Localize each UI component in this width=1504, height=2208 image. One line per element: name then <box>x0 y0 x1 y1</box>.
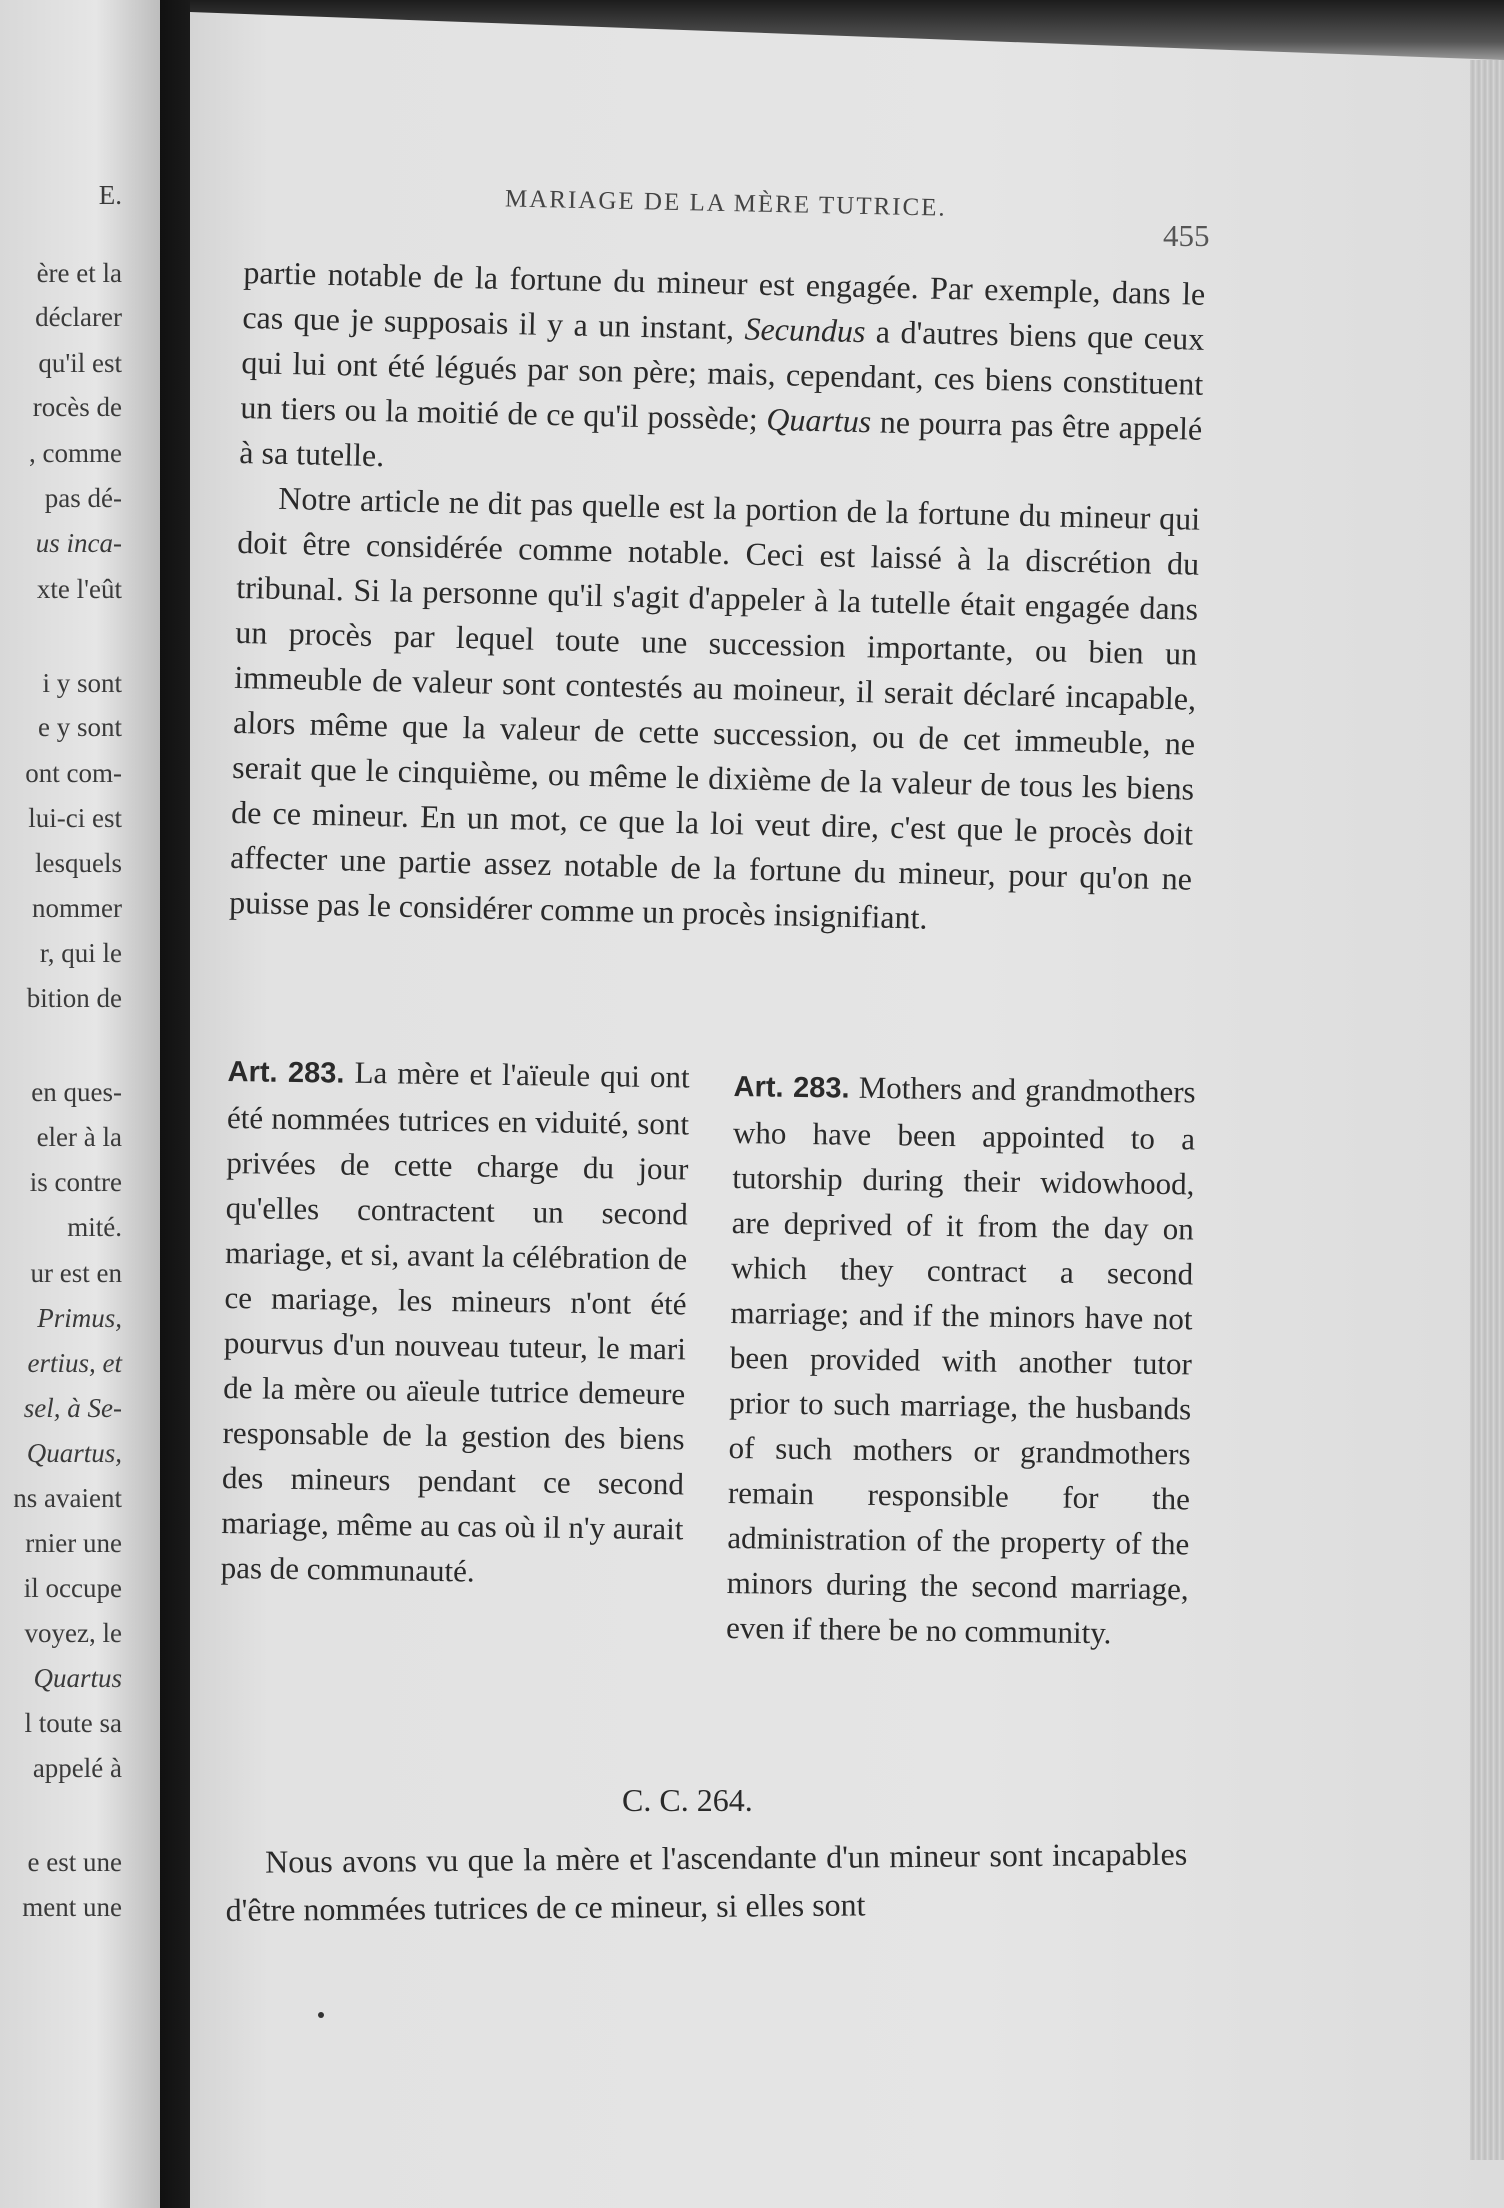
left-page-fragment: r, qui le <box>39 938 122 968</box>
left-page-fragment: lui-ci est <box>28 803 122 833</box>
left-page-fragment: déclarer <box>35 302 122 332</box>
left-page-fragment: us inca- <box>35 528 122 558</box>
left-page-fragment: i y sont <box>42 668 122 698</box>
article-french <box>220 1048 690 1596</box>
left-page-fragment: en ques- <box>31 1077 122 1107</box>
left-page-fragment: is contre <box>29 1167 122 1197</box>
left-page-fragment: nommer <box>32 893 122 923</box>
left-page-fragment: eler à la <box>36 1122 122 1152</box>
left-page-fragment: E. <box>98 180 122 210</box>
left-page-fragment: xte l'eût <box>36 574 122 604</box>
left-page-fragment: appelé à <box>32 1753 122 1783</box>
left-page-fragment: Quartus, <box>26 1438 122 1468</box>
article-french-text: La mère et l'aïeule qui ont été nommées tutrices en viduité, sont privées de cette charge du jour qu'elles contractent un second mariage, et si, avant la célébration de ce mariage, les mineurs n'ont été pourvus d'un nouveau tuteur, le mari de la mère ou aïeule tutrice demeure responsable de la gestion des biens des mineurs pendant ce second mariage, même au cas où il n'y aurait pas de communauté. <box>220 1054 690 1589</box>
paragraph-1-part-b: a d'autres biens que ceux qui lui ont été légués par son père; mais, cependant, ces biens constituent un tiers ou la moitié de ce qu'il possède; <box>240 313 1205 437</box>
left-page-fragment: Primus, <box>37 1303 122 1333</box>
left-page-fragment: voyez, le <box>24 1618 122 1648</box>
page-number: 455 <box>1163 218 1210 253</box>
paragraph-1-part-c: ne pourra pas être appelé à sa tutelle. <box>239 403 1203 474</box>
left-page-fragment: l toute sa <box>24 1708 122 1738</box>
article-french-label: Art. 283. <box>227 1055 345 1090</box>
book-gutter <box>160 0 190 2208</box>
body-text <box>229 250 1206 947</box>
left-page-fragment: mité. <box>67 1212 122 1242</box>
left-page-fragment: ur est en <box>30 1258 122 1288</box>
secundus-name: Secundus <box>744 310 866 350</box>
paragraph-1 <box>239 250 1206 497</box>
left-page-fragment: pas dé- <box>44 483 122 513</box>
article-english-text: Mothers and grandmothers who have been appointed to a tutorship during their widowhood, are deprived of it from the day on which they contract a second marriage; and if the minors have not been provided with another tutor prior to such marriage, the husbands of such mothers or grandmothers remain responsible for the administration of the property of the minors during the second marriage, even if there be no community. <box>725 1069 1196 1651</box>
left-page-fragment: e y sont <box>38 712 122 742</box>
left-page-fragment: rnier une <box>25 1528 122 1558</box>
left-page-fragment: e est une <box>27 1847 122 1877</box>
left-page-fragment: ère et la <box>36 258 122 288</box>
running-head: MARIAGE DE LA MÈRE TUTRICE. <box>504 185 947 222</box>
left-page-fragment: ns avaient <box>13 1483 122 1513</box>
left-page-fragment: ment une <box>22 1892 122 1922</box>
left-page <box>0 0 160 2208</box>
left-page-fragment: ertius, et <box>27 1348 122 1378</box>
left-page-fragment: bition de <box>26 983 122 1013</box>
left-page-fragment: il occupe <box>23 1573 122 1603</box>
closing-paragraph: Nous avons vu que la mère et l'ascendante d'un mineur sont incapables d'être nommées tutrices de ce mineur, si elles sont <box>225 1835 1188 1928</box>
civil-code-reference: C. C. 264. <box>622 1782 753 1818</box>
left-page-fragment: qu'il est <box>38 348 122 378</box>
page-edge <box>1470 60 1504 2160</box>
paragraph-1-part-a: partie notable de la fortune du mineur est engagée. Par exemple, dans le cas que je supposais il y a un instant, <box>242 253 1206 347</box>
article-english <box>726 1063 1196 1656</box>
left-page-fragment: ont com- <box>25 758 122 788</box>
left-page-fragment: lesquels <box>35 848 122 878</box>
left-page-fragment: , comme <box>29 438 122 468</box>
article-english-label: Art. 283. <box>733 1070 850 1105</box>
left-page-fragment: sel, à Se- <box>23 1393 122 1423</box>
left-page-fragment: rocès de <box>32 392 122 422</box>
ink-speck <box>318 2012 324 2018</box>
quartus-name: Quartus <box>765 400 872 440</box>
paragraph-2: Notre article ne dit pas quelle est la portion de la fortune du mineur qui doit être considérée comme notable. Ceci est laissé à la discrétion du tribunal. Si la personne qu'il s'agit d'appeler à la tutelle était engagée dans un procès par lequel toute une succession importante, ou bien un immeuble de valeur sont contestés au moineur, il serait déclaré incapable, alors même que la valeur de cette succession, ou de cet immeuble, ne serait que le cinquième, ou même le dixième de la valeur de tous les biens de ce mineur. En un mot, ce que la loi veut dire, c'est que le procès doit affecter une partie assez notable de la fortune du mineur, pour qu'on ne puisse pas le considérer comme un procès insignifiant. <box>228 479 1201 936</box>
left-page-fragment: Quartus <box>33 1663 122 1693</box>
